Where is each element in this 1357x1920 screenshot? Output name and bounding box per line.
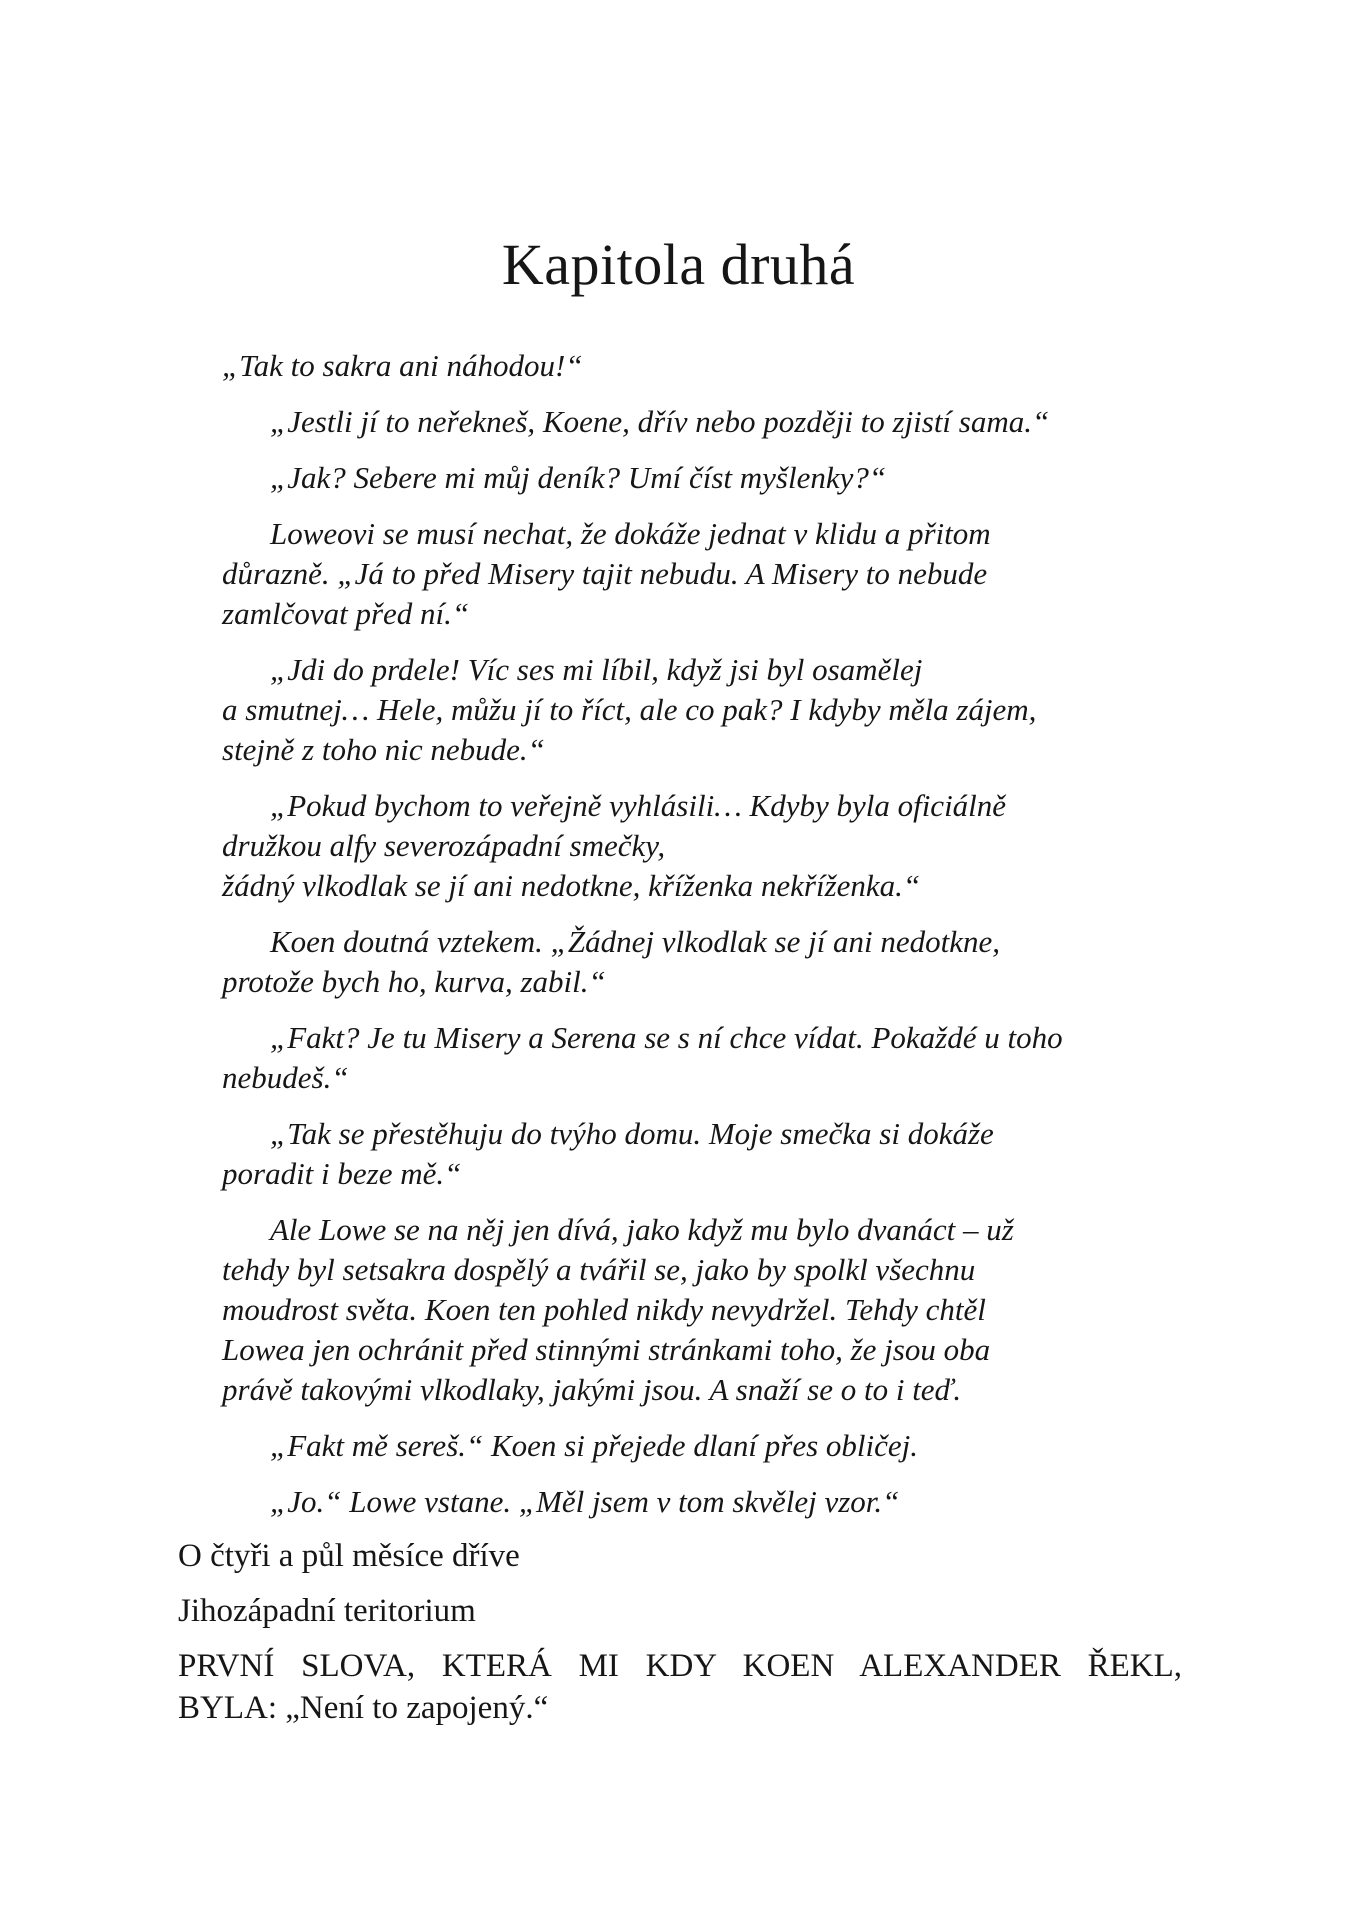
text-line: zamlčovat před ní.“ (222, 596, 470, 631)
paragraph (178, 1645, 1182, 1729)
paragraph (222, 1482, 1182, 1522)
paragraph (222, 514, 1182, 634)
text-line: Koen doutná vztekem. „Žádnej vlkodlak se jí ani nedotkne, (270, 924, 1001, 959)
text-line: žádný vlkodlak se jí ani nedotkne, kříženka nekříženka.“ (222, 868, 921, 903)
text-line: právě takovými vlkodlaky, jakými jsou. A snaží se o to i teď. (222, 1372, 962, 1407)
text-line: „Jo.“ Lowe vstane. „Měl jsem v tom skvělej vzor.“ (270, 1484, 900, 1519)
text-line: „Jdi do prdele! Víc ses mi líbil, když jsi byl osamělej (270, 652, 923, 687)
text-line: BYLA: „Není to zapojený.“ (178, 1690, 549, 1726)
paragraph (222, 402, 1182, 442)
paragraph (222, 922, 1182, 1002)
text-line: „Fakt mě sereš.“ Koen si přejede dlaní přes obličej. (270, 1428, 919, 1463)
text-line: protože bych ho, kurva, zabil.“ (222, 964, 606, 999)
text-line: stejně z toho nic nebude.“ (222, 732, 545, 767)
paragraph (222, 346, 1182, 386)
text-line: „Tak to sakra ani náhodou!“ (222, 348, 583, 383)
chapter-title: Kapitola druhá (501, 232, 856, 297)
text-line: „Jak? Sebere mi můj deník? Umí číst myšlenky?“ (270, 460, 887, 495)
page-content (178, 346, 1182, 1729)
text-line: tehdy byl setsakra dospělý a tvářil se, jako by spolkl všechnu (222, 1252, 976, 1287)
paragraph (222, 458, 1182, 498)
text-line: O čtyři a půl měsíce dříve (178, 1538, 520, 1574)
text-line: poradit i beze mě.“ (222, 1156, 462, 1191)
text-line: Ale Lowe se na něj jen dívá, jako když mu bylo dvanáct – už (270, 1212, 1014, 1247)
paragraph (222, 1018, 1182, 1098)
text-line: „Fakt? Je tu Misery a Serena se s ní chce vídat. Pokaždé u toho (270, 1020, 1063, 1055)
text-line: PRVNÍ SLOVA, KTERÁ MI KDY KOEN ALEXANDER ŘEKL, (178, 1648, 1182, 1684)
text-line: družkou alfy severozápadní smečky, (222, 828, 666, 863)
text-line: nebudeš.“ (222, 1060, 349, 1095)
paragraph (178, 1535, 1182, 1577)
text-line: důrazně. „Já to před Misery tajit nebudu. A Misery to nebude (222, 556, 988, 591)
paragraph (222, 1426, 1182, 1466)
text-line: „Jestli jí to neřekneš, Koene, dřív nebo později to zjistí sama.“ (270, 404, 1050, 439)
text-line: „Pokud bychom to veřejně vyhlásili… Kdyby byla oficiálně (270, 788, 1007, 823)
paragraph (222, 650, 1182, 770)
paragraph (178, 1590, 1182, 1632)
paragraph (222, 786, 1182, 906)
text-line: Loweovi se musí nechat, že dokáže jednat v klidu a přitom (270, 516, 991, 551)
text-line: a smutnej… Hele, můžu jí to říct, ale co pak? I kdyby měla zájem, (222, 692, 1037, 727)
paragraph (222, 1114, 1182, 1194)
text-line: moudrost světa. Koen ten pohled nikdy nevydržel. Tehdy chtěl (222, 1292, 986, 1327)
text-line: „Tak se přestěhuju do tvýho domu. Moje smečka si dokáže (270, 1116, 994, 1151)
text-line: Jihozápadní teritorium (178, 1593, 476, 1629)
text-line: Lowea jen ochránit před stinnými stránkami toho, že jsou oba (222, 1332, 991, 1367)
paragraph (222, 1210, 1182, 1410)
